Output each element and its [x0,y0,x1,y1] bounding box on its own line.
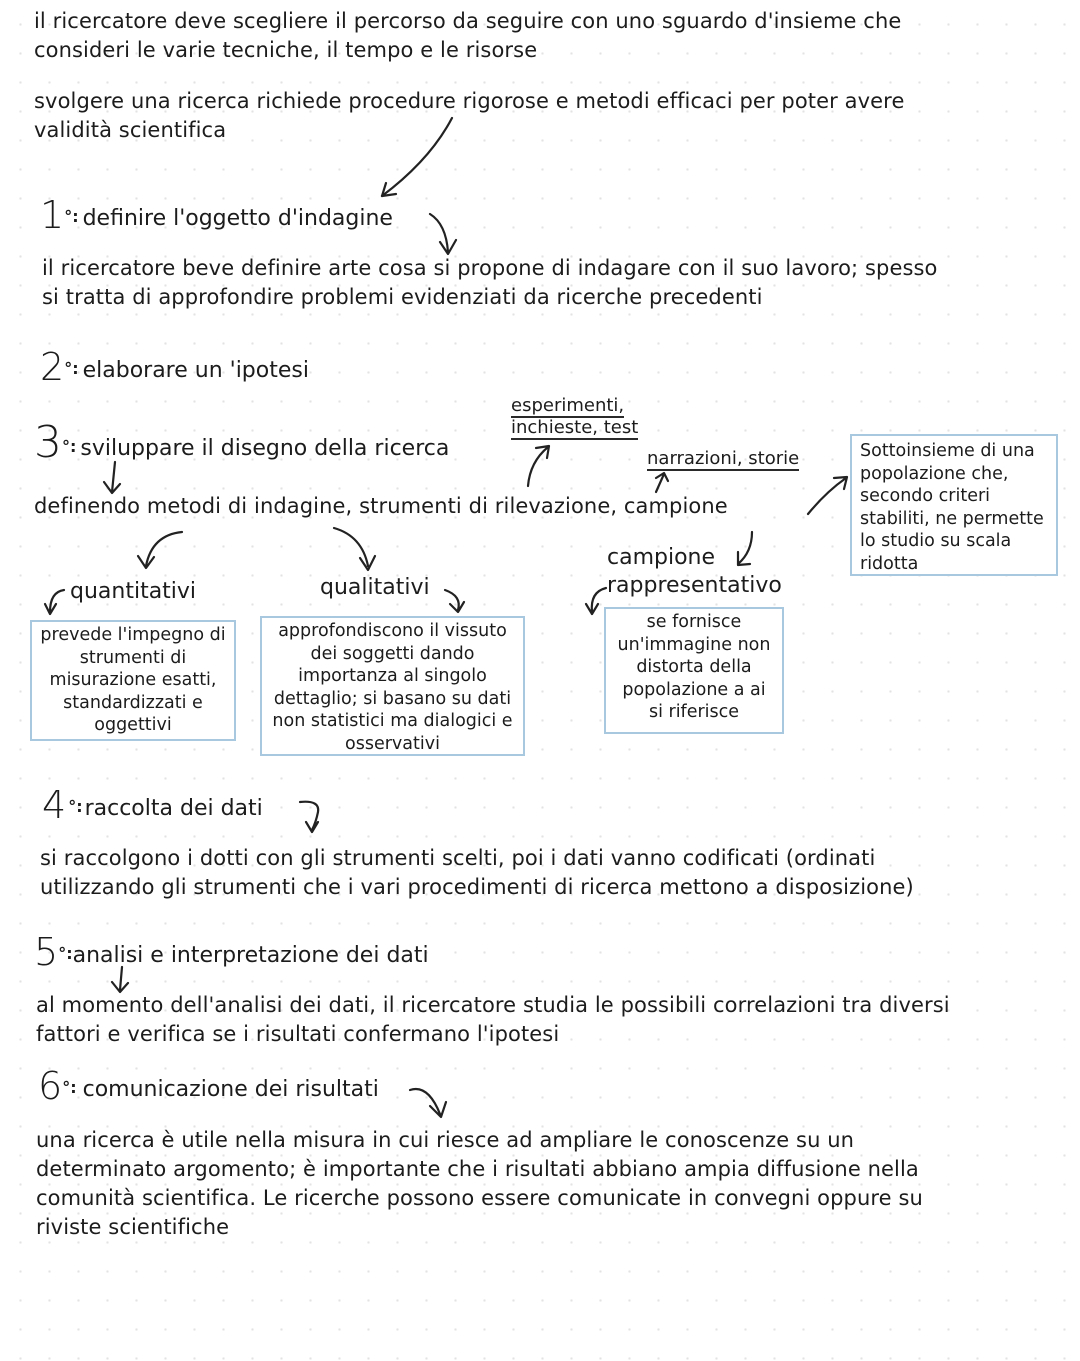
step5-heading [34,930,429,974]
quantitativi-box [30,620,236,741]
step4-title: raccolta dei dati [84,796,263,821]
step4-line-2: utilizzando gli strumenti che i vari procedimenti di ricerca mettono a disposizione) [40,875,914,899]
quant-line: oggettivi [94,715,172,735]
step1-text [42,254,938,312]
degree-mark: °: [58,944,73,963]
intro-paragraph-1 [34,7,901,65]
step5-line-2: fattori e verifica se i risultati confermano l'ipotesi [36,1022,560,1046]
definition-line: secondo criteri [860,486,991,506]
campione-line: popolazione a ai [622,679,766,700]
note-stories [647,448,799,470]
degree-mark: °: [62,437,77,456]
methods-line: definendo metodi di indagine, strumenti di rilevazione, campione [34,494,728,518]
qual-line: osservativi [345,733,440,754]
arrow-campione-down [738,532,752,565]
intro-line-3: svolgere una ricerca richiede procedure rigorose e metodi efficaci per poter avere [34,89,905,113]
step2-title: elaborare un 'ipotesi [82,358,309,383]
degree-mark: °: [68,797,83,816]
qual-line: non statistici ma dialogici e [272,711,513,731]
step5-title: analisi e interpretazione dei dati [72,943,429,968]
qual-line: dei soggetti dando [310,643,475,664]
step6-heading [38,1064,379,1108]
step3-title: sviluppare il disegno della ricerca [80,436,450,461]
definition-line: lo studio su scala [860,531,1012,551]
qual-line: importanza al singolo [298,666,487,686]
step6-line-1: una ricerca è utile nella misura in cui riesce ad ampliare le conoscenze su un [36,1128,855,1152]
quantitativi-label: quantitativi [70,579,197,604]
definition-line: popolazione che, [860,463,1009,484]
qual-line: dettaglio; si basano su dati [273,688,512,709]
step3-heading [34,417,450,468]
arrow-step6-down [410,1089,446,1117]
definition-box [850,434,1058,576]
step5-text [36,991,950,1049]
step1-line-1: il ricercatore beve definire arte cosa si propone di indagare con il suo lavoro; spesso [42,256,938,280]
note-tools-line-2: inchieste, test [511,417,639,438]
step1-title: definire l'oggetto d'indagine [82,206,393,231]
qualitativi-label: qualitativi [320,575,430,600]
quant-line: strumenti di [79,647,187,668]
step5-number: 5 [34,930,59,974]
quant-line: standardizzati e [63,692,203,713]
step2-heading [40,345,309,389]
hook-qualitativi [445,590,464,612]
campione-label: campione [607,545,716,570]
intro-paragraph-2 [34,87,904,145]
hook-quantitativi [45,590,64,614]
step5-line-1: al momento dell'analisi dei dati, il ricercatore studia le possibili correlazioni tra diversi [36,993,950,1017]
arrow-step1-down [430,214,456,254]
quant-line: misurazione esatti, [49,670,217,690]
arrow-to-definition [808,477,847,514]
definition-line: stabiliti, ne permette [860,508,1044,529]
step4-heading [42,783,263,827]
arrow-to-stories [656,473,668,492]
degree-mark: °: [64,359,79,378]
step1-line-2: si tratta di approfondire problemi evidenziati da ricerche precedenti [42,285,763,309]
step4-line-1: si raccolgono i dotti con gli strumenti scelti, poi i dati vanno codificati (ordinati [40,846,876,870]
arrow-to-qualitativi [334,528,375,570]
degree-mark: °: [64,207,79,226]
definition-line: Sottoinsieme di una [860,441,1035,461]
intro-line-2: consideri le varie tecniche, il tempo e le risorse [34,38,538,62]
step6-line-3: comunità scientifica. Le ricerche possono essere comunicate in convegni oppure su [36,1186,923,1210]
quant-line: prevede l'impegno di [40,625,226,645]
step6-text [36,1126,923,1242]
note-stories-text: narrazioni, storie [647,448,800,469]
arrow-to-tools [528,446,549,486]
arrow-step4-down [300,802,318,832]
step1-number: 1 [40,193,65,237]
step3-number: 3 [34,417,62,468]
hook-rappresentativo [586,588,606,614]
qual-line: approfondiscono il vissuto [278,621,507,641]
rappresentativo-label: rappresentativo [607,573,782,598]
step6-title: comunicazione dei risultati [82,1077,379,1102]
arrow-to-quantitativi [138,532,182,568]
degree-mark: °: [62,1078,77,1097]
step1-heading [40,193,393,237]
definition-line: ridotta [860,553,919,574]
note-tools [511,395,638,439]
campione-line: si riferisce [648,702,740,722]
step4-number: 4 [42,783,67,827]
step4-text [40,844,914,902]
step6-line-4: riviste scientifiche [36,1215,230,1239]
note-tools-line-1: esperimenti, [511,395,625,416]
campione-box [604,607,784,734]
step2-number: 2 [40,345,65,389]
campione-line: distorta della [636,657,752,677]
intro-line-4: validità scientifica [34,118,227,142]
step6-line-2: determinato argomento; è importante che i risultati abbiano ampia diffusione nella [36,1157,919,1181]
arrow-step3-down [104,462,120,493]
campione-line: un'immagine non [617,634,771,655]
step6-number: 6 [38,1064,63,1108]
campione-line: se fornisce [646,612,742,632]
intro-line-1: il ricercatore deve scegliere il percorso da seguire con uno sguardo d'insieme che [34,9,902,33]
qualitativi-box [260,616,525,756]
